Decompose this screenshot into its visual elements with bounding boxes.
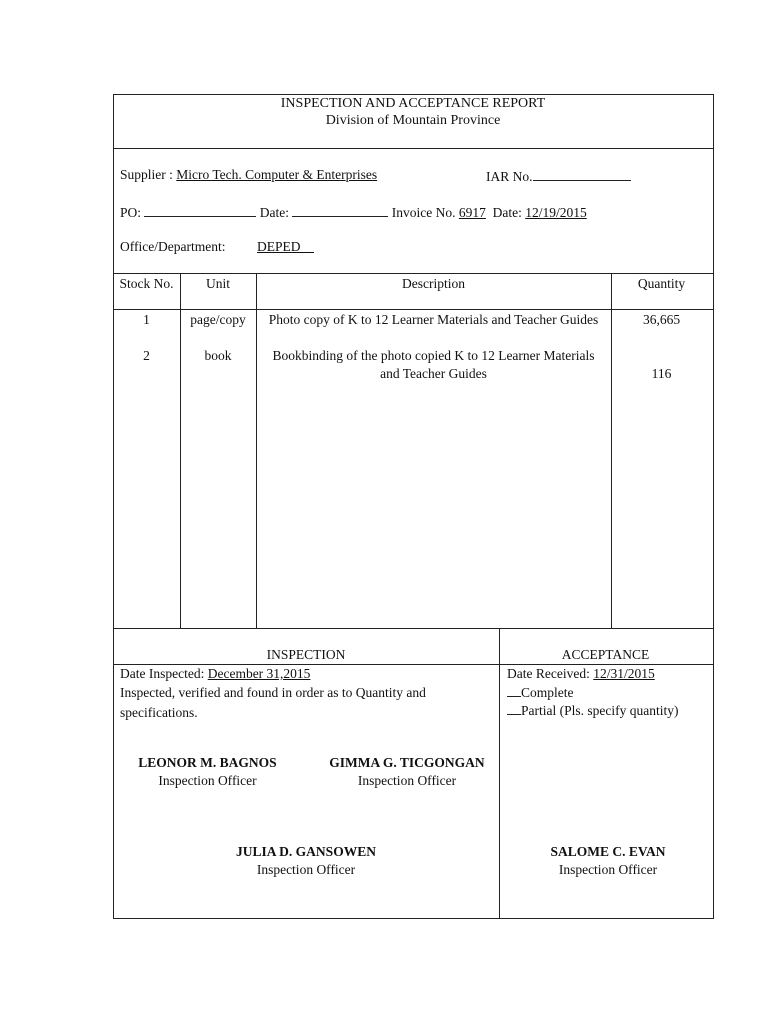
row2-description: Bookbinding of the photo copied K to 12 Learner Materials and Teacher Guides	[272, 348, 595, 381]
po-row	[120, 203, 587, 221]
header-unit: Unit	[205, 276, 230, 291]
officer-1	[120, 754, 295, 790]
invoice-date-label: Date:	[492, 205, 522, 220]
office-value-wrap	[257, 239, 314, 255]
row1-unit: page/copy	[190, 312, 246, 327]
acceptance-date-label: Date Received:	[507, 666, 590, 681]
divider-info	[113, 273, 713, 274]
officer-1-title: Inspection Officer	[158, 773, 257, 788]
iar-value	[533, 167, 631, 181]
acceptance-date-value: 12/31/2015	[593, 666, 655, 681]
supplier-value: Micro Tech. Computer & Enterprises	[176, 167, 378, 182]
row1-quantity: 36,665	[642, 312, 681, 327]
option-partial	[507, 701, 678, 720]
invoice-label: Invoice No.	[391, 205, 456, 220]
divider-header	[113, 148, 713, 149]
supplier-row	[120, 167, 377, 183]
office-row	[120, 239, 225, 255]
officer-2-name: GIMMA G. TICGONGAN	[329, 755, 485, 770]
acceptance-date-row	[507, 665, 655, 683]
option-complete	[507, 683, 574, 702]
header-quantity: Quantity	[637, 276, 686, 291]
inspection-date-row	[120, 665, 310, 683]
inspection-date-value: December 31,2015	[207, 666, 311, 681]
complete-blank	[507, 683, 521, 697]
invoice-value: 6917	[458, 205, 486, 220]
option-partial-label: Partial (Pls. specify quantity)	[521, 703, 679, 718]
officer-3-name: JULIA D. GANSOWEN	[236, 844, 376, 859]
office-value: DEPED	[257, 239, 301, 254]
header-description: Description	[402, 276, 465, 291]
invoice-date-value: 12/19/2015	[525, 205, 587, 220]
divider-table-bottom	[113, 628, 713, 629]
acceptance-heading: ACCEPTANCE	[561, 647, 650, 662]
date-label: Date:	[259, 205, 290, 220]
po-value	[144, 203, 256, 217]
officer-4-title: Inspection Officer	[558, 862, 658, 877]
report-subtitle: Division of Mountain Province	[325, 113, 501, 128]
supplier-label: Supplier :	[120, 167, 173, 182]
officer-2	[312, 754, 502, 790]
officer-4	[508, 843, 708, 879]
row2-stock-no: 2	[143, 348, 150, 363]
office-label: Office/Department:	[120, 239, 226, 254]
divider-table-header	[113, 309, 713, 310]
officer-3	[206, 843, 406, 879]
row1-description: Photo copy of K to 12 Learner Materials and Teacher Guides	[268, 312, 599, 327]
officer-4-name: SALOME C. EVAN	[550, 844, 666, 859]
report-title: INSPECTION AND ACCEPTANCE REPORT	[280, 96, 546, 111]
officer-3-title: Inspection Officer	[256, 862, 356, 877]
inspection-statement-block	[120, 683, 480, 723]
report-header	[113, 95, 713, 129]
option-complete-label: Complete	[521, 685, 574, 700]
inspection-heading: INSPECTION	[266, 647, 346, 662]
partial-blank	[507, 701, 521, 715]
po-label: PO:	[120, 205, 142, 220]
officer-1-name: LEONOR M. BAGNOS	[138, 755, 277, 770]
iar-label: IAR No.	[486, 169, 533, 184]
officer-2-title: Inspection Officer	[357, 773, 457, 788]
row2-unit: book	[204, 348, 232, 363]
col-line-2	[256, 273, 257, 628]
inspection-date-label: Date Inspected:	[120, 666, 205, 681]
iar-row	[486, 167, 631, 185]
date-value	[292, 203, 388, 217]
inspection-statement: Inspected, verified and found in order as to Quantity and specifications.	[120, 685, 426, 720]
row2-quantity: 116	[651, 366, 672, 381]
header-stock-no: Stock No.	[119, 276, 174, 291]
row1-stock-no: 1	[143, 312, 150, 327]
